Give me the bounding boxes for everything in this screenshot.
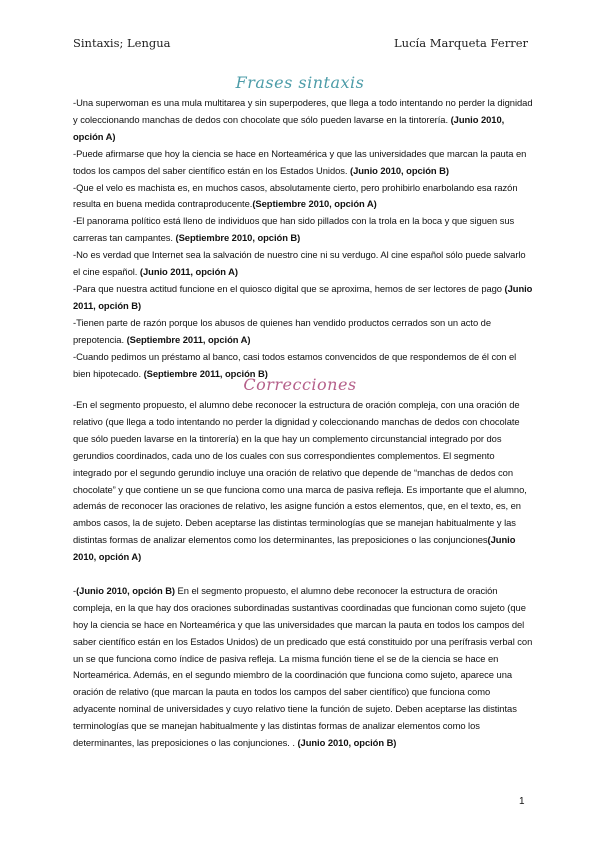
section-title-correcciones: Correcciones	[243, 375, 357, 394]
header-author: Lucía Marqueta Ferrer	[394, 36, 528, 50]
frase-item	[73, 213, 535, 247]
page-number: 1	[519, 796, 525, 807]
frase-ref: (Septiembre 2011, opción B)	[143, 367, 268, 379]
frase-text: -El panorama político está lleno de individuos que han sido pillados con la trola en la boca y que siguen sus carreras tan campantes.	[73, 215, 515, 244]
frase-text: -Cuando pedimos un préstamo al banco, casi todos estamos convencidos de que respondemos de él con el bien hipotecado.	[73, 350, 517, 379]
frase-ref: (Junio 2011, opción A)	[139, 266, 238, 278]
frase-text: -Puede afirmarse que hoy la ciencia se hace en Norteamérica y que las universidades que marcan la pauta en todos los campos del saber científico están en los Estados Unidos.	[73, 147, 527, 176]
frase-item	[73, 247, 535, 281]
frase-item	[73, 315, 535, 349]
frase-item	[73, 146, 535, 180]
frase-ref: (Septiembre 2011, opción A)	[126, 333, 251, 345]
frase-item	[73, 281, 535, 315]
correccion-ref: (Junio 2010, opción B)	[76, 584, 175, 596]
correccion-dash: -	[73, 584, 77, 596]
frase-ref: (Junio 2010, opción A)	[73, 113, 505, 142]
correccion-ref: (Junio 2010, opción B)	[297, 737, 397, 749]
header-subject: Sintaxis; Lengua	[73, 36, 171, 50]
correccion-paragraph	[73, 397, 535, 566]
frase-ref: (Septiembre 2010, opción B)	[175, 232, 301, 244]
frase-ref: (Junio 2010, opción B)	[350, 164, 449, 176]
correccion-text: En el segmento propuesto, el alumno debe reconocer la estructura de oración compleja, en la que hay dos oraciones subordinadas sustantivas coordinadas que funcionan como sujeto (que hoy la ciencia se hace en Norteamérica y que las universidades que marcan la pauta en todos los campos del saber científico están en los Estados Unidos) de un predicado que está constituido por una perífrasis verbal con un se que funciona como índice de pasiva refleja. La misma función tiene el se de la ciencia se hace en Norteamérica. Además, en el segundo miembro de la coordinación que funciona como sujeto, aparece una oración de relativo (que marcan la pauta en todos los campos del saber científico) que funciona como adyacente nominal de universidades y cuyo relativo tiene la función de sujeto. Deben aceptarse las distintas terminologías que se manejan habitualmente y las distintas formas de analizar elementos como los determinantes, las preposiciones o las conjunciones. .	[73, 584, 533, 749]
correccion-paragraph	[73, 583, 535, 752]
frase-text: -Para que nuestra actitud funcione en el quiosco digital que se aproxima, hemos de ser lectores de pago	[73, 282, 505, 294]
correcciones-list	[73, 397, 535, 752]
correccion-text: -En el segmento propuesto, el alumno debe reconocer la estructura de oración compleja, con una oración de relativo (que llega a todo intentando no perder la dignidad y coleccionando manchas de dedos con chocolate que sólo pueden lavarse en la tintorería) en la que hay un complemento circunstancial integrado por dos gerundios coordinados, cada uno de los cuales con sus correspondientes complementos. El segmento integrado por el segundo gerundio incluye una oración de relativo que depende de “manchas de dedos con chocolate” y que contiene un se que funciona como una marca de pasiva refleja. Es importante que el alumno, además de reconocer las oraciones de relativo, les asigne función a estos elementos, que, en el texto, es, en ambos casos, la de sujeto. Deben aceptarse las distintas terminologías que se manejan habitualmente y las distintas formas de analizar elementos como los determinantes, las preposiciones o las conjunciones	[73, 399, 527, 546]
frase-item	[73, 180, 535, 214]
frase-ref: (Junio 2011, opción B)	[73, 282, 533, 311]
correccion-ref: (Junio 2010, opción A)	[73, 534, 516, 563]
frase-ref: (Septiembre 2010, opción A)	[252, 198, 377, 210]
frase-text: -No es verdad que Internet sea la salvación de nuestro cine ni su verdugo. Al cine español sólo puede salvarlo el cine español.	[73, 249, 526, 278]
frase-item	[73, 95, 535, 146]
frases-list	[73, 95, 535, 382]
section-title-frases: Frases sintaxis	[235, 73, 365, 92]
frase-text: -Tienen parte de razón porque los abusos de quienes han vendido productos cerrados son un acto de prepotencia.	[73, 316, 492, 345]
frase-text: -Una superwoman es una mula multitarea y sin superpoderes, que llega a todo intentando no perder la dignidad y coleccionando manchas de dedos con chocolate que sólo pueden lavarse en la tintorería.	[73, 97, 533, 125]
frase-text: -Que el velo es machista es, en muchos casos, absolutamente cierto, pero prohibirlo enarbolando esa razón resulta en buena medida contraproducente.	[73, 181, 518, 210]
